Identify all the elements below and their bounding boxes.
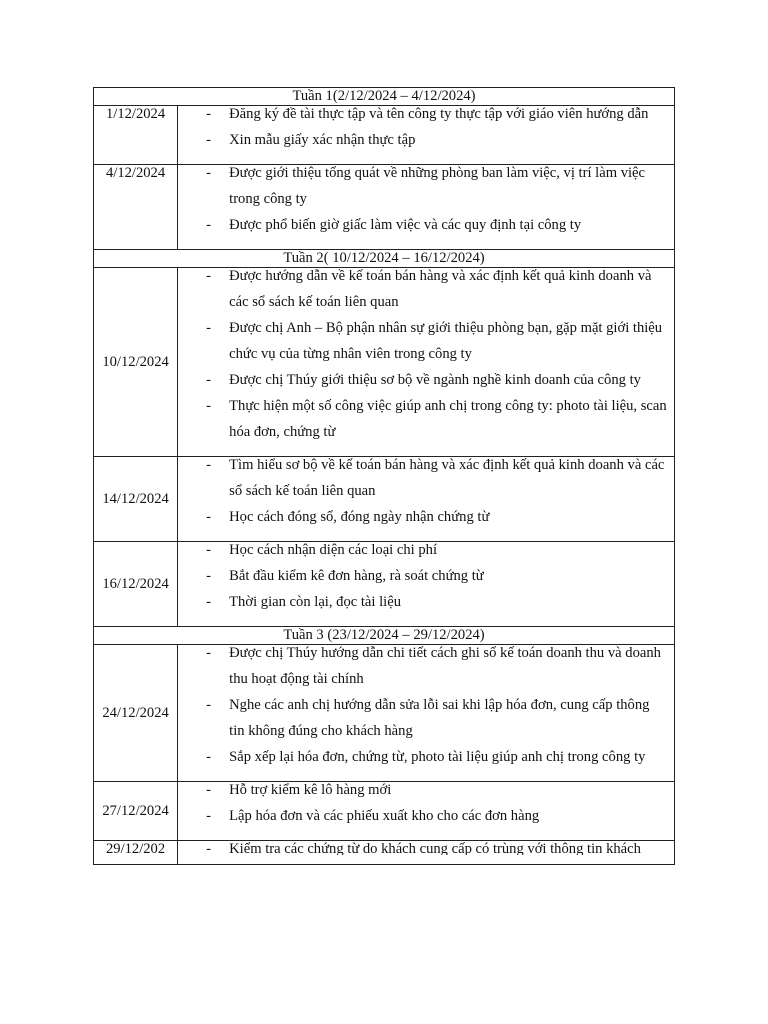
task-item bbox=[178, 808, 668, 834]
task-text: Lập hóa đơn và các phiếu xuất kho cho các đơn hàng bbox=[229, 808, 540, 824]
week-title: Tuần 3 (23/12/2024 – 29/12/2024) bbox=[94, 627, 675, 645]
task-list bbox=[178, 106, 668, 158]
dash-bullet-icon: - bbox=[206, 697, 212, 713]
dash-bullet-icon: - bbox=[206, 645, 212, 661]
day-date-text: 14/12/2024 bbox=[102, 490, 169, 507]
task-item bbox=[178, 645, 668, 697]
task-text: Được hướng dẫn về kế toán bán hàng và xác định kết quả kinh doanh và các sổ sách kế toán liên quan bbox=[229, 268, 652, 310]
task-text: Được giới thiệu tổng quát về những phòng ban làm việc, vị trí làm việc trong công ty bbox=[229, 165, 646, 207]
task-item bbox=[178, 217, 668, 243]
day-tasks bbox=[178, 268, 675, 457]
day-row bbox=[94, 457, 675, 542]
task-text: Đăng ký đề tài thực tập và tên công ty thực tập với giáo viên hướng dẫn bbox=[229, 106, 649, 122]
day-tasks bbox=[178, 106, 675, 165]
task-text: Hỗ trợ kiểm kê lô hàng mới bbox=[229, 782, 392, 798]
schedule-table bbox=[93, 87, 675, 865]
dash-bullet-icon: - bbox=[206, 568, 212, 584]
dash-bullet-icon: - bbox=[206, 594, 212, 610]
day-row bbox=[94, 542, 675, 627]
day-date-text: 24/12/2024 bbox=[102, 704, 169, 721]
week-title: Tuần 2( 10/12/2024 – 16/12/2024) bbox=[94, 250, 675, 268]
day-date bbox=[94, 782, 178, 841]
dash-bullet-icon: - bbox=[206, 268, 212, 284]
day-row bbox=[94, 782, 675, 841]
task-list bbox=[178, 457, 668, 535]
day-row bbox=[94, 165, 675, 250]
dash-bullet-icon: - bbox=[206, 372, 212, 388]
day-date bbox=[94, 841, 178, 865]
dash-bullet-icon: - bbox=[206, 165, 212, 181]
task-item bbox=[178, 841, 668, 858]
schedule-body bbox=[94, 88, 675, 865]
day-tasks bbox=[178, 841, 675, 865]
task-text: Bắt đầu kiểm kê đơn hàng, rà soát chứng từ bbox=[229, 568, 484, 584]
day-date-text: 4/12/2024 bbox=[105, 165, 166, 181]
dash-bullet-icon: - bbox=[206, 106, 212, 122]
dash-bullet-icon: - bbox=[206, 782, 212, 798]
task-list bbox=[178, 782, 668, 834]
dash-bullet-icon: - bbox=[206, 542, 212, 558]
day-row bbox=[94, 841, 675, 865]
day-row bbox=[94, 106, 675, 165]
task-list bbox=[178, 841, 668, 858]
day-date-text: 27/12/2024 bbox=[102, 802, 169, 819]
task-text: Được phổ biến giờ giấc làm việc và các quy định tại công ty bbox=[229, 217, 582, 233]
dash-bullet-icon: - bbox=[206, 320, 212, 336]
task-item bbox=[178, 749, 668, 775]
task-list bbox=[178, 165, 668, 243]
task-text: Thực hiện một số công việc giúp anh chị trong công ty: photo tài liệu, scan hóa đơn, chứng từ bbox=[229, 398, 667, 440]
dash-bullet-icon: - bbox=[206, 509, 212, 525]
week-title: Tuần 1(2/12/2024 – 4/12/2024) bbox=[94, 88, 675, 106]
day-date bbox=[94, 106, 178, 165]
day-tasks bbox=[178, 165, 675, 250]
task-text: Được chị Thúy giới thiệu sơ bộ về ngành nghề kinh doanh của công ty bbox=[229, 372, 641, 388]
task-item bbox=[178, 268, 668, 320]
dash-bullet-icon: - bbox=[206, 749, 212, 765]
task-list bbox=[178, 542, 668, 620]
task-text: Kiểm tra các chứng từ do khách cung cấp có trùng với thông tin khách bbox=[229, 841, 641, 855]
day-row bbox=[94, 268, 675, 457]
dash-bullet-icon: - bbox=[206, 217, 212, 233]
task-item bbox=[178, 697, 668, 749]
task-text: Sắp xếp lại hóa đơn, chứng từ, photo tài liệu giúp anh chị trong công ty bbox=[229, 749, 646, 765]
task-item bbox=[178, 457, 668, 509]
task-text: Tìm hiểu sơ bộ về kế toán bán hàng và xác định kết quả kinh doanh và các sổ sách kế toán liên quan bbox=[229, 457, 665, 499]
task-text: Học cách nhận diện các loại chi phí bbox=[229, 542, 438, 558]
task-item bbox=[178, 594, 668, 620]
day-tasks bbox=[178, 457, 675, 542]
dash-bullet-icon: - bbox=[206, 841, 212, 857]
dash-bullet-icon: - bbox=[206, 132, 212, 148]
task-text: Được chị Anh – Bộ phận nhân sự giới thiệu phòng bạn, gặp mặt giới thiệu chức vụ của từng nhân viên trong công ty bbox=[229, 320, 663, 362]
task-list bbox=[178, 268, 668, 450]
task-text: Được chị Thúy hướng dẫn chi tiết cách ghi sổ kế toán doanh thu và doanh thu hoạt động tài chính bbox=[229, 645, 661, 687]
day-date bbox=[94, 542, 178, 627]
task-list bbox=[178, 645, 668, 775]
dash-bullet-icon: - bbox=[206, 457, 212, 473]
day-tasks bbox=[178, 645, 675, 782]
task-item bbox=[178, 132, 668, 158]
day-date bbox=[94, 457, 178, 542]
day-date bbox=[94, 645, 178, 782]
day-tasks bbox=[178, 542, 675, 627]
dash-bullet-icon: - bbox=[206, 398, 212, 414]
task-text: Học cách đóng sổ, đóng ngày nhận chứng từ bbox=[229, 509, 490, 525]
task-item bbox=[178, 320, 668, 372]
day-row bbox=[94, 645, 675, 782]
day-date-text: 10/12/2024 bbox=[102, 353, 169, 370]
day-date-text: 16/12/2024 bbox=[102, 575, 169, 592]
day-date-text: 29/12/202 bbox=[105, 841, 166, 857]
day-date bbox=[94, 268, 178, 457]
task-text: Xin mẫu giấy xác nhận thực tập bbox=[229, 132, 416, 148]
day-tasks bbox=[178, 782, 675, 841]
task-item bbox=[178, 509, 668, 535]
task-text: Thời gian còn lại, đọc tài liệu bbox=[229, 594, 401, 610]
task-item bbox=[178, 165, 668, 217]
day-date bbox=[94, 165, 178, 250]
task-item bbox=[178, 398, 668, 450]
dash-bullet-icon: - bbox=[206, 808, 212, 824]
task-text: Nghe các anh chị hướng dẫn sửa lỗi sai khi lập hóa đơn, cung cấp thông tin không đúng cho khách hàng bbox=[229, 697, 650, 739]
day-date-text: 1/12/2024 bbox=[105, 106, 166, 122]
